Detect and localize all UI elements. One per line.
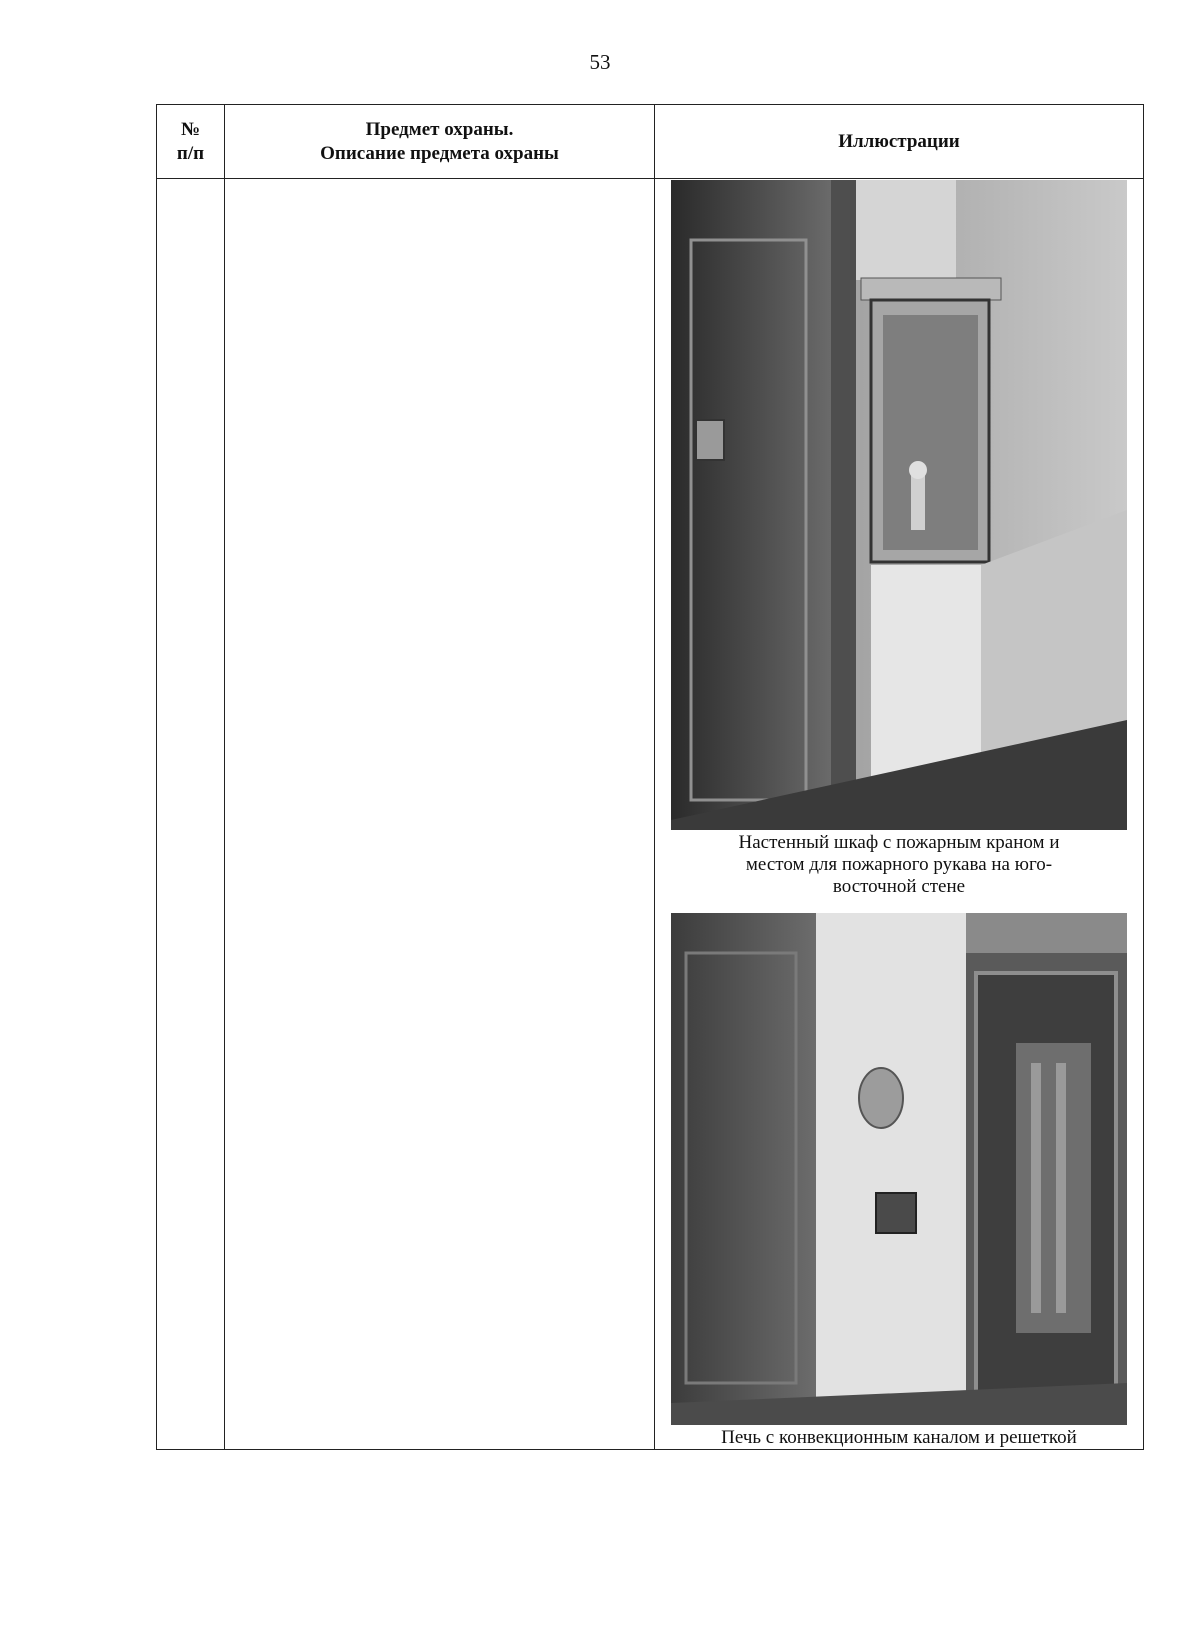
header-illustrations-label: Иллюстрации [838,130,960,152]
header-number-line2: п/п [176,142,205,164]
caption-stove-convection [655,1427,1143,1449]
header-subject-line1: Предмет охраны. [365,118,514,140]
column-divider [654,105,655,1449]
protection-table [156,104,1144,1450]
caption-line: Настенный шкаф с пожарным краном и [738,832,1060,853]
header-divider [157,178,1143,179]
header-number [157,105,224,178]
photo-stove-convection-image [671,913,1127,1425]
caption-line: восточной стене [832,876,966,897]
header-subject-line2: Описание предмета охраны [320,142,559,164]
header-number-line1: № [180,118,201,140]
column-divider [224,105,225,1449]
photo-fire-hydrant-cabinet-image [671,180,1127,830]
header-subject [225,105,654,178]
caption-line: местом для пожарного рукава на юго- [745,854,1053,875]
header-illustrations [655,105,1143,178]
page-number: 53 [589,50,611,74]
photo-stove-convection [671,913,1127,1425]
photo-fire-hydrant-cabinet [671,180,1127,830]
caption-line: Печь с конвекционным каналом и решеткой [721,1427,1077,1448]
caption-fire-hydrant-cabinet [655,832,1143,898]
